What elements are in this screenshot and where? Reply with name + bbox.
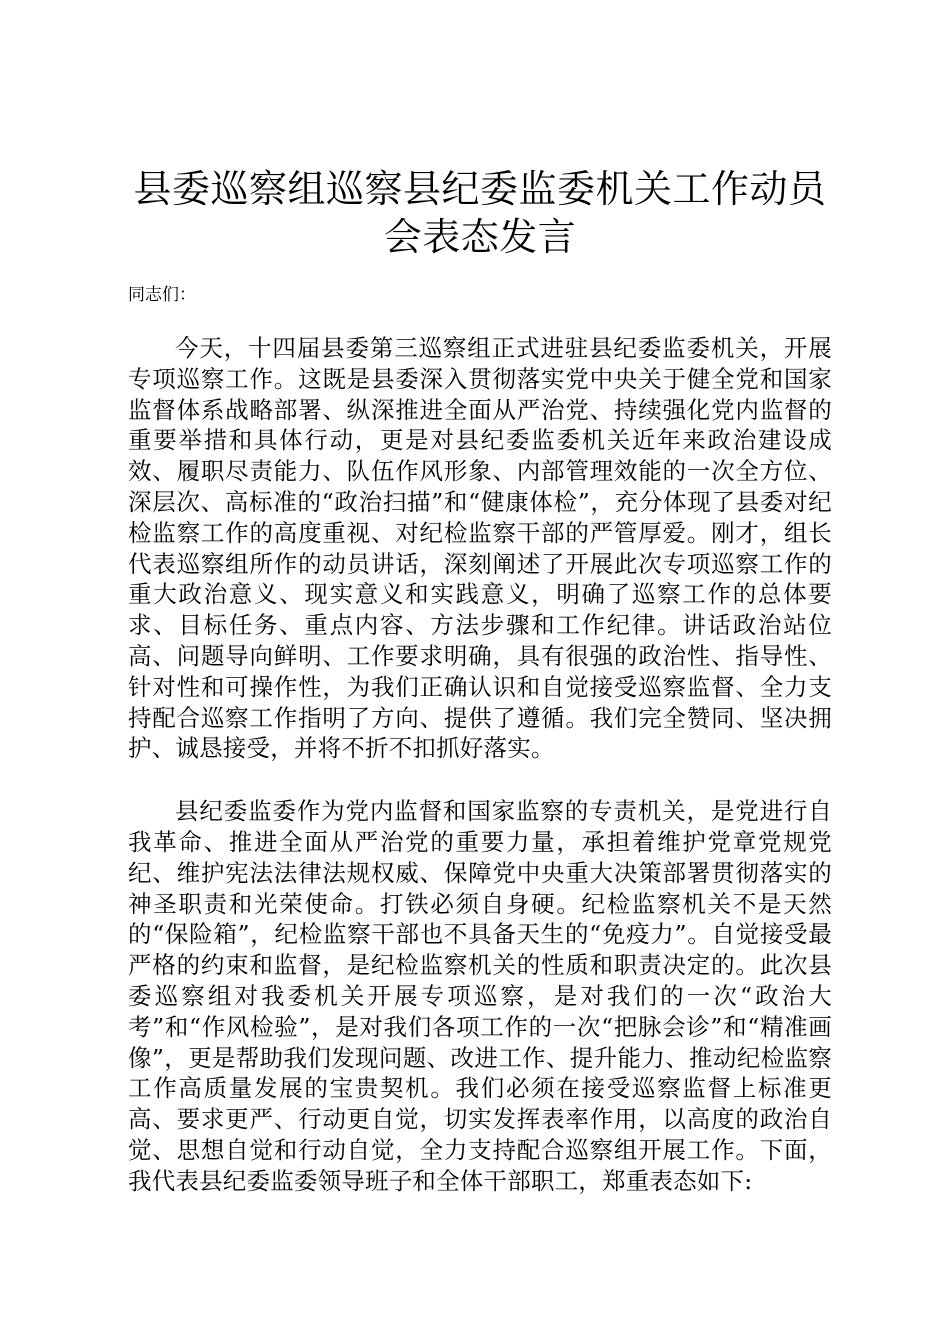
salutation: 同志们： (128, 285, 196, 305)
document-page (128, 0, 832, 1197)
body-paragraph-1: 今天，十四届县委第三巡察组正式进驻县纪委监委机关，开展专项巡察工作。这既是县委深入贯彻落实党中央关于健全党和国家监督体系战略部署、纵深推进全面从严治党、持续强化党内监督的重要举措和具体行动，更是对县纪委监委机关近年来政治建设成效、履职尽责能力、队伍作风形象、内部管理效能的一次全方位、深层次、高标准的“政治扫描”和“健康体检”，充分体现了县委对纪检监察工作的高度重视、对纪检监察干部的严管厚爱。刚才，组长代表巡察组所作的动员讲话，深刻阐述了开展此次专项巡察工作的重大政治意义、现实意义和实践意义，明确了巡察工作的总体要求、目标任务、重点内容、方法步骤和工作纪律。讲话政治站位高、问题导向鲜明、工作要求明确，具有很强的政治性、指导性、针对性和可操作性，为我们正确认识和自觉接受巡察监督、全力支持配合巡察工作指明了方向、提供了遵循。我们完全赞同、坚决拥护、诚恳接受，并将不折不扣抓好落实。 (128, 334, 832, 763)
document-title: 县委巡察组巡察县纪委监委机关工作动员会表态发言 (133, 167, 827, 259)
body-paragraph-2: 县纪委监委作为党内监督和国家监察的专责机关，是党进行自我革命、推进全面从严治党的重要力量，承担着维护党章党规党纪、维护宪法法律法规权威、保障党中央重大决策部署贯彻落实的神圣职责和光荣使命。打铁必须自身硬。纪检监察机关不是天然的“保险箱”，纪检监察干部也不具备天生的“免疫力”。自觉接受最严格的约束和监督，是纪检监察机关的性质和职责决定的。此次县委巡察组对我委机关开展专项巡察，是对我们的一次“政治大考”和“作风检验”，是对我们各项工作的一次“把脉会诊”和“精准画像”，更是帮助我们发现问题、改进工作、提升能力、推动纪检监察工作高质量发展的宝贵契机。我们必须在接受巡察监督上标准更高、要求更严、行动更自觉，切实发挥表率作用，以高度的政治自觉、思想自觉和行动自觉，全力支持配合巡察组开展工作。下面，我代表县纪委监委领导班子和全体干部职工，郑重表态如下: (128, 797, 832, 1195)
